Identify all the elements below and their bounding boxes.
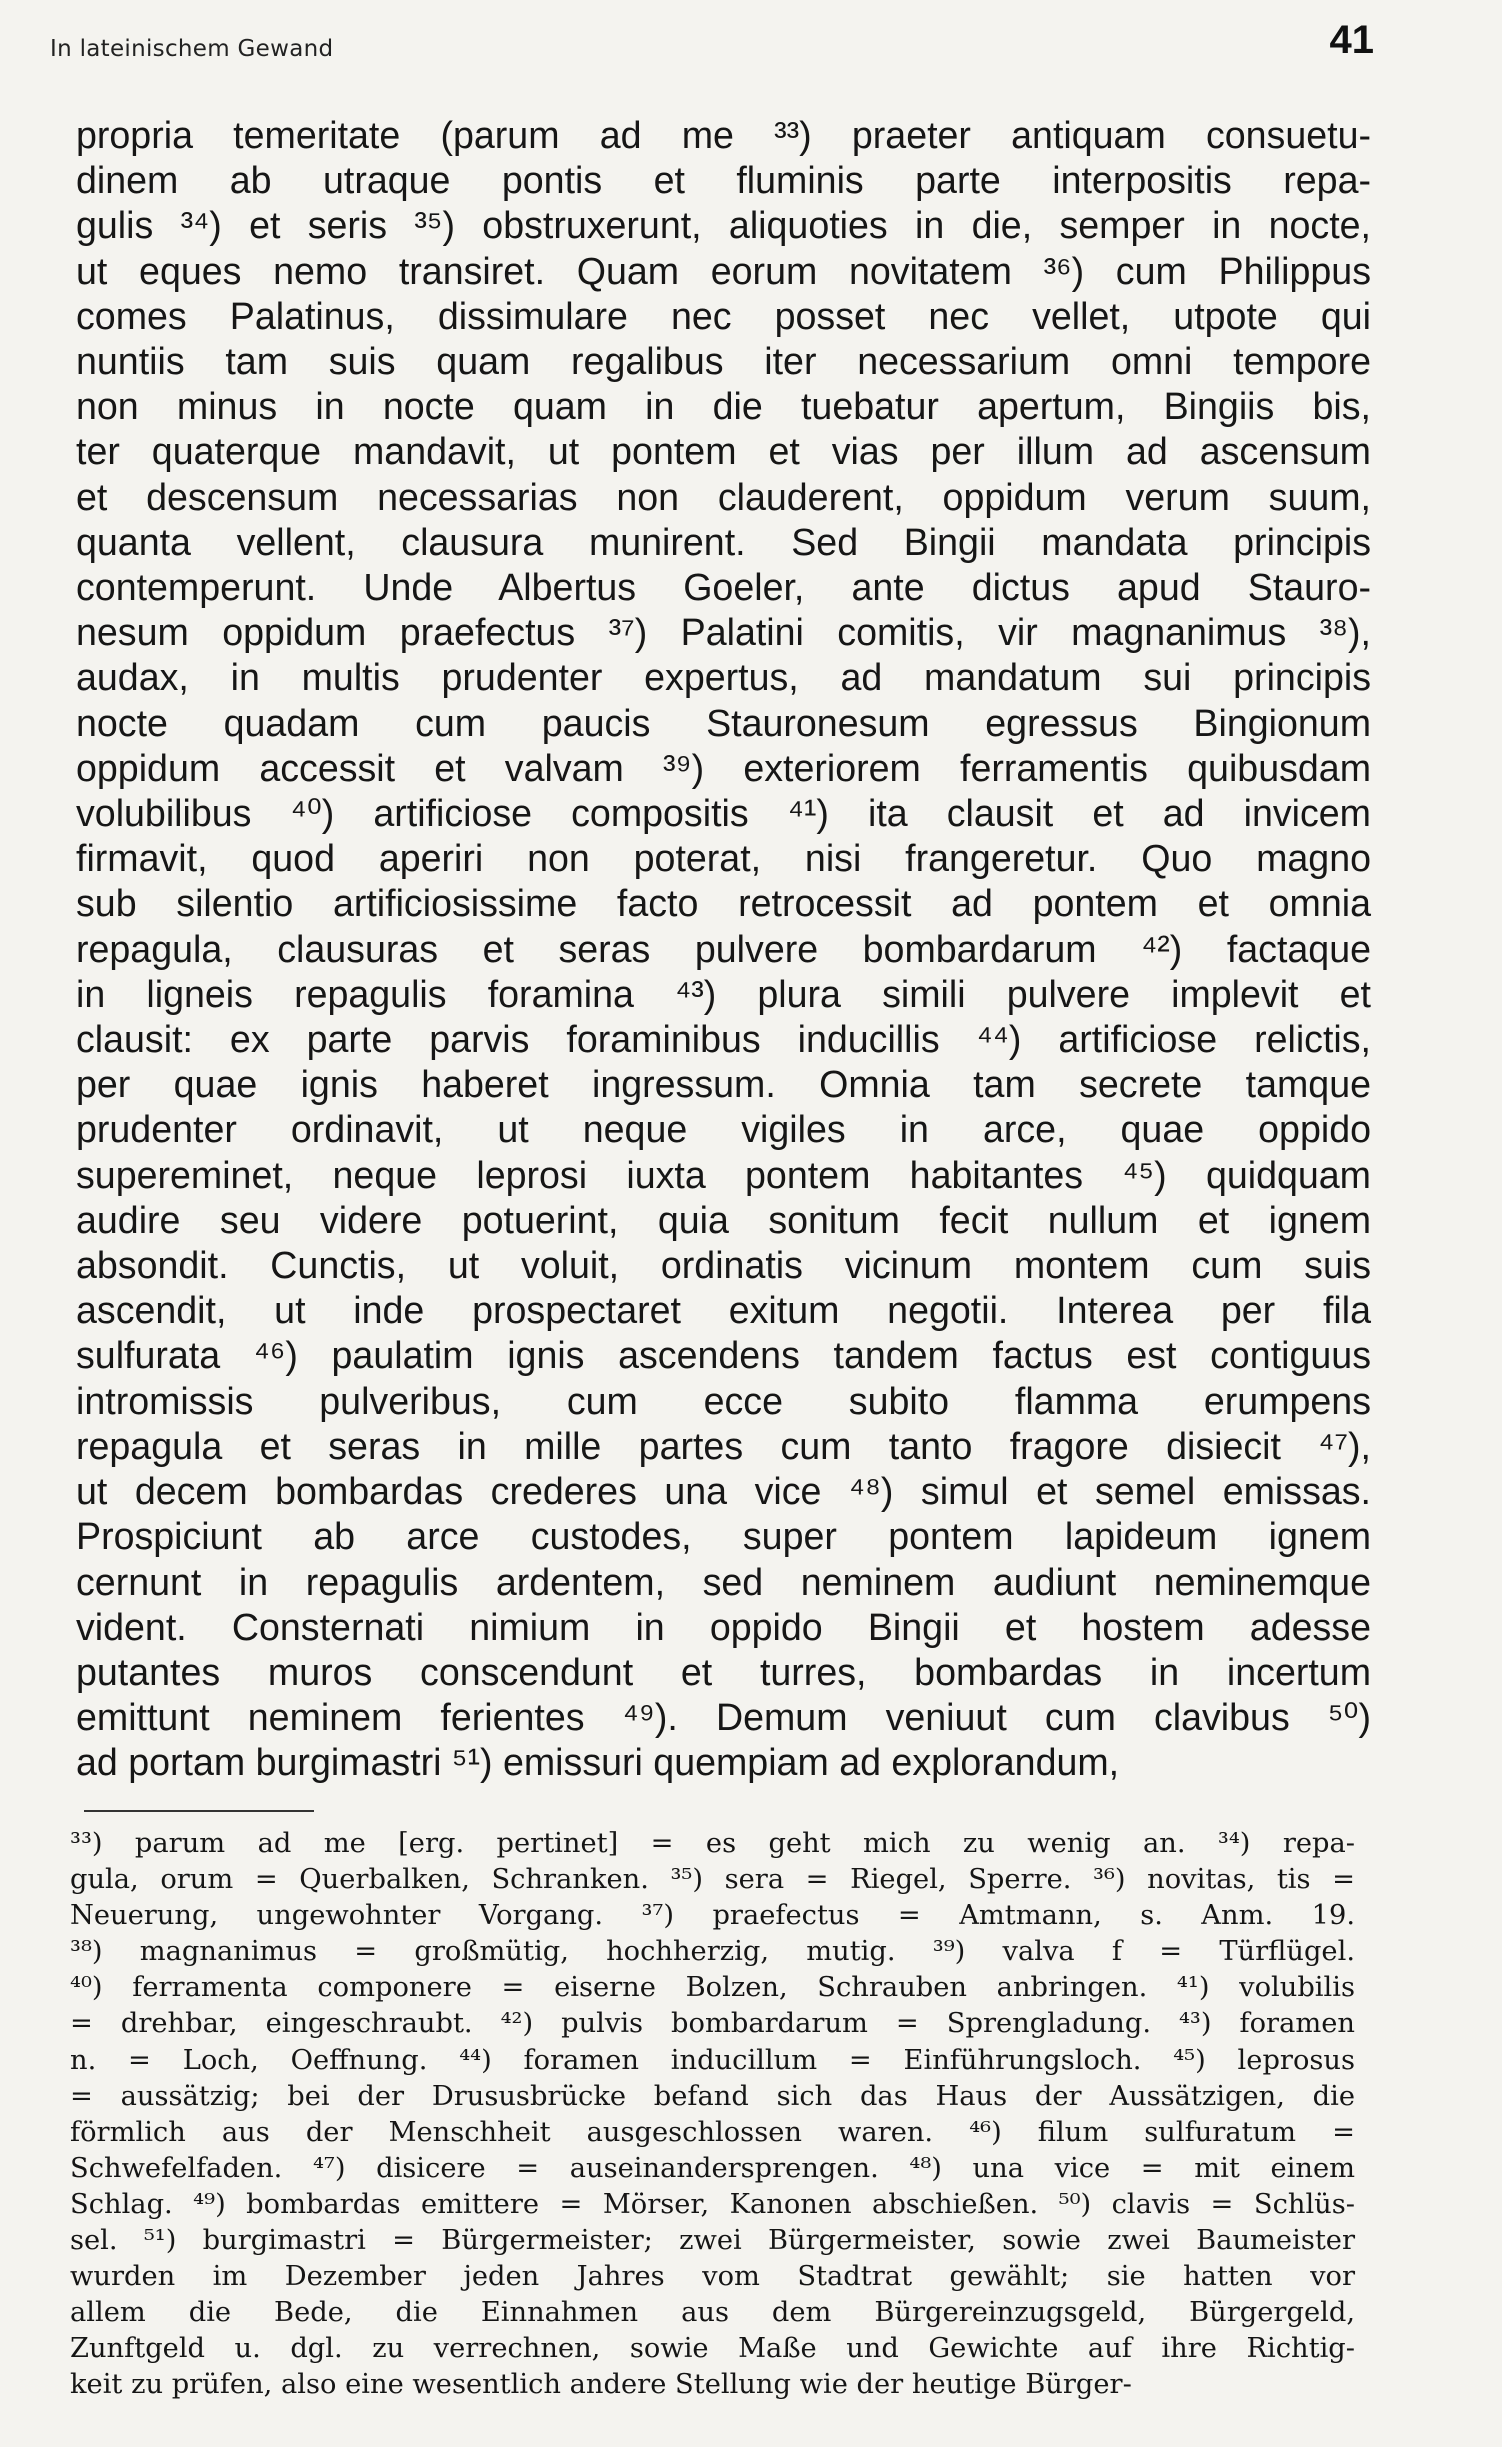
footnote-line: keit zu prüfen, also eine wesentlich andere Stellung wie der heutige Bürger- xyxy=(70,2369,1132,2401)
text-line: Prospiciunt ab arce custodes, super pontem lapideum ignem xyxy=(76,1515,1371,1558)
text-line: supereminet, neque leprosi iuxta pontem habitantes ⁴⁵) quidquam xyxy=(76,1153,1371,1196)
text-line: propria temeritate (parum ad me ³³) praeter antiquam consuetu- xyxy=(76,114,1371,156)
footnote-line: n. = Loch, Oeffnung. ⁴⁴) foramen inducillum = Einführungsloch. ⁴⁵) leprosus xyxy=(70,2044,1355,2076)
text-line: in ligneis repagulis foramina ⁴³) plura simili pulvere implevit et xyxy=(76,972,1371,1015)
text-line: nuntiis tam suis quam regalibus iter necessarium omni tempore xyxy=(76,340,1371,383)
footnote-separator xyxy=(84,1810,314,1812)
text-line: ter quaterque mandavit, ut pontem et vias per illum ad ascensum xyxy=(76,430,1371,473)
footnote-line: gula, orum = Querbalken, Schranken. ³⁵) sera = Riegel, Sperre. ³⁶) novitas, tis = xyxy=(70,1864,1355,1896)
footnotes xyxy=(70,1826,1355,2404)
text-line: quanta vellent, clausura munirent. Sed Bingii mandata principis xyxy=(76,520,1371,563)
text-line: ut decem bombardas crederes una vice ⁴⁸) simul et semel emissas. xyxy=(76,1470,1371,1513)
footnote-line: wurden im Dezember jeden Jahres vom Stadtrat gewählt; sie hatten vor xyxy=(70,2261,1355,2293)
text-line: nocte quadam cum paucis Stauronesum egressus Bingionum xyxy=(76,701,1371,744)
text-line: emittunt neminem ferientes ⁴⁹). Demum veniuut cum clavibus ⁵⁰) xyxy=(76,1696,1371,1739)
footnote-line: = aussätzig; bei der Drususbrücke befand sich das Haus der Aussätzigen, die xyxy=(70,2080,1355,2112)
text-line: volubilibus ⁴⁰) artificiose compositis ⁴¹) ita clausit et ad invicem xyxy=(76,792,1371,835)
text-line: audire seu videre potuerint, quia sonitum fecit nullum et ignem xyxy=(76,1198,1371,1241)
page-number: 41 xyxy=(1329,18,1374,62)
text-line: comes Palatinus, dissimulare nec posset nec vellet, utpote qui xyxy=(76,294,1371,337)
text-line: sub silentio artificiosissime facto retrocessit ad pontem et omnia xyxy=(76,882,1371,925)
text-line: absondit. Cunctis, ut voluit, ordinatis vicinum montem cum suis xyxy=(76,1244,1371,1287)
footnote-line: allem die Bede, die Einnahmen aus dem Bürgereinzugsgeld, Bürgergeld, xyxy=(70,2297,1355,2329)
text-line: gulis ³⁴) et seris ³⁵) obstruxerunt, aliquoties in die, semper in nocte, xyxy=(76,204,1371,247)
footnote-line: = drehbar, eingeschraubt. ⁴²) pulvis bombardarum = Sprengladung. ⁴³) foramen xyxy=(70,2008,1355,2040)
text-line: contemperunt. Unde Albertus Goeler, ante dictus apud Stauro- xyxy=(76,566,1371,609)
text-line: cernunt in repagulis ardentem, sed neminem audiunt neminemque xyxy=(76,1560,1371,1603)
text-line: repagula, clausuras et seras pulvere bombardarum ⁴²) factaque xyxy=(76,927,1371,970)
footnote-line: ⁴⁰) ferramenta componere = eiserne Bolzen, Schrauben anbringen. ⁴¹) volubilis xyxy=(70,1972,1355,2004)
text-line: sulfurata ⁴⁶) paulatim ignis ascendens tandem factus est contiguus xyxy=(76,1334,1371,1377)
text-line: per quae ignis haberet ingressum. Omnia tam secrete tamque xyxy=(76,1063,1371,1106)
text-line: repagula et seras in mille partes cum tanto fragore disiecit ⁴⁷), xyxy=(76,1424,1371,1467)
text-line: audax, in multis prudenter expertus, ad mandatum sui principis xyxy=(76,656,1371,699)
text-line: clausit: ex parte parvis foraminibus inducillis ⁴⁴) artificiose relictis, xyxy=(76,1018,1371,1061)
footnote-line: Neuerung, ungewohnter Vorgang. ³⁷) praefectus = Amtmann, s. Anm. 19. xyxy=(70,1900,1355,1932)
text-line: et descensum necessarias non clauderent, oppidum verum suum, xyxy=(76,475,1371,518)
text-line: firmavit, quod aperiri non poterat, nisi frangeretur. Quo magno xyxy=(76,837,1371,880)
footnote-line: sel. ⁵¹) burgimastri = Bürgermeister; zwei Bürgermeister, sowie zwei Baumeister xyxy=(70,2225,1355,2257)
footnote-line: Schlag. ⁴⁹) bombardas emittere = Mörser, Kanonen abschießen. ⁵⁰) clavis = Schlüs- xyxy=(70,2188,1355,2220)
text-line: vident. Consternati nimium in oppido Bingii et hostem adesse xyxy=(76,1605,1371,1648)
text-line: intromissis pulveribus, cum ecce subito flamma erumpens xyxy=(76,1379,1371,1422)
text-line: non minus in nocte quam in die tuebatur apertum, Bingiis bis, xyxy=(76,385,1371,428)
text-line: dinem ab utraque pontis et fluminis parte interpositis repa- xyxy=(76,159,1371,202)
footnote-line: förmlich aus der Menschheit ausgeschlossen waren. ⁴⁶) filum sulfuratum = xyxy=(70,2116,1355,2148)
running-head: In lateinischem Gewand xyxy=(50,36,334,62)
footnote-line: ³³) parum ad me [erg. pertinet] = es geht mich zu wenig an. ³⁴) repa- xyxy=(70,1828,1355,1859)
text-line: nesum oppidum praefectus ³⁷) Palatini comitis, vir magnanimus ³⁸), xyxy=(76,611,1371,654)
main-text xyxy=(76,113,1371,1786)
text-line: ascendit, ut inde prospectaret exitum negotii. Interea per fila xyxy=(76,1289,1371,1332)
footnote-line: ³⁸) magnanimus = großmütig, hochherzig, mutig. ³⁹) valva f = Türflügel. xyxy=(70,1936,1355,1968)
text-line: oppidum accessit et valvam ³⁹) exteriorem ferramentis quibusdam xyxy=(76,746,1371,789)
footnote-line: Zunftgeld u. dgl. zu verrechnen, sowie Maße und Gewichte auf ihre Richtig- xyxy=(70,2333,1355,2365)
text-line: putantes muros conscendunt et turres, bombardas in incertum xyxy=(76,1650,1371,1693)
footnote-line: Schwefelfaden. ⁴⁷) disicere = auseinandersprengen. ⁴⁸) una vice = mit einem xyxy=(70,2152,1355,2184)
text-line: prudenter ordinavit, ut neque vigiles in arce, quae oppido xyxy=(76,1108,1371,1151)
text-line: ad portam burgimastri ⁵¹) emissuri quempiam ad explorandum, xyxy=(76,1741,1120,1784)
text-line: ut eques nemo transiret. Quam eorum novitatem ³⁶) cum Philippus xyxy=(76,249,1371,292)
